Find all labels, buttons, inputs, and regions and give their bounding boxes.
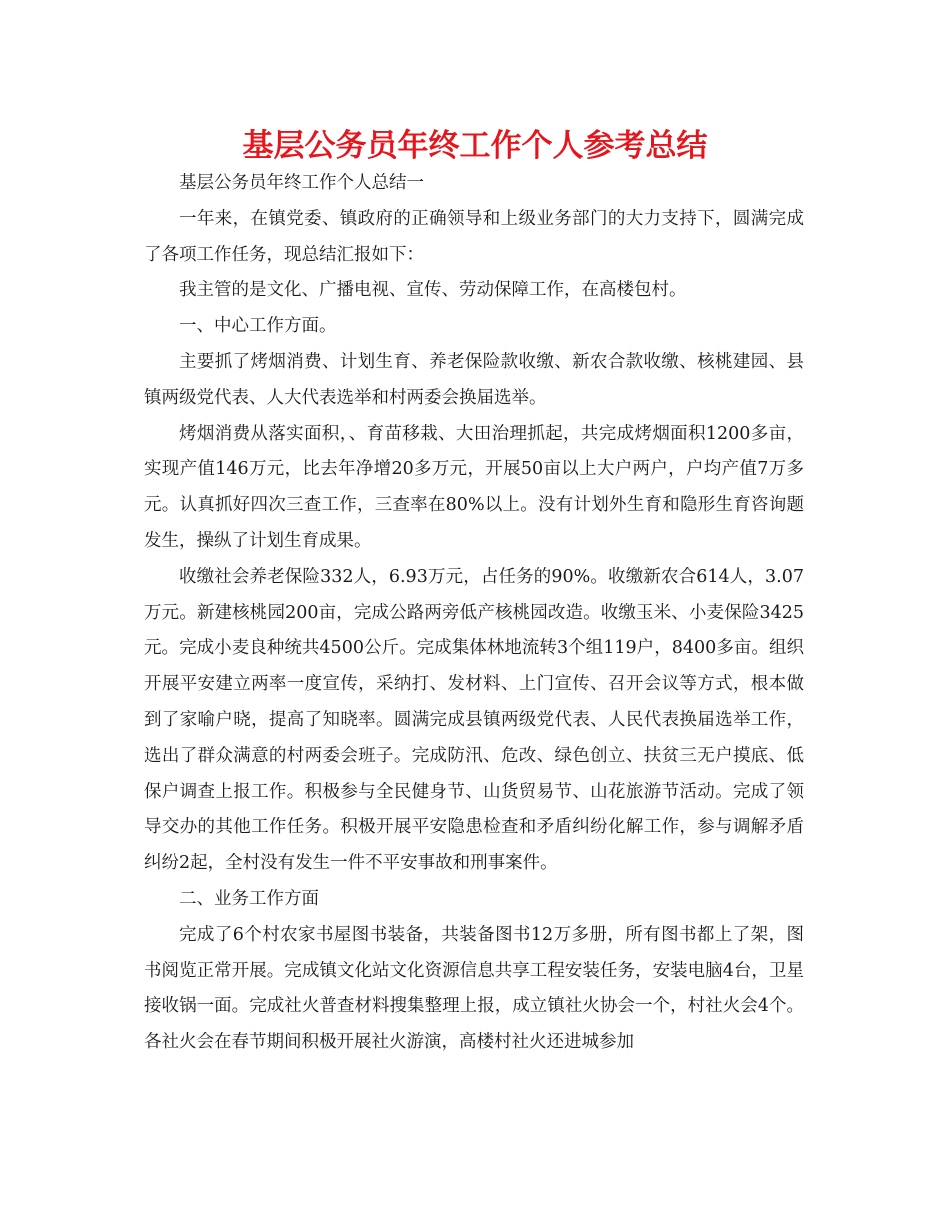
paragraph-intro: 一年来，在镇党委、镇政府的正确领导和上级业务部门的大力支持下，圆满完成了各项工作任务，现总结汇报如下： — [144, 208, 804, 265]
paragraph-tobacco-family-planning: 烤烟消费从落实面积，、育苗移栽、大田治理抓起，共完成烤烟面积1200多亩，实现产值146万元，比去年净增20多万元，开展50亩以上大户两户，户均产值7万多元。认真抓好四次三查工作，三查率在80%以上。没有计划外生育和隐形生育咨询题发生，操纵了计划生育成果。 — [144, 423, 804, 551]
paragraph-subtitle: 基层公务员年终工作个人总结一 — [179, 173, 424, 193]
section-heading-business-work: 二、业务工作方面 — [179, 888, 319, 909]
paragraph-insurance-and-tasks: 收缴社会养老保险332人，6.93万元，占任务的90%。收缴新农合614人，3.07万元。新建核桃园200亩，完成公路两旁低产核桃园改造。收缴玉米、小麦保险3425元。完成小麦良种统共4500公斤。完成集体林地流转3个组119户，8400多亩。组织开展平安建立两率一度宣传，采纳打、发材料、上门宣传、召开会议等方式，根本做到了家喻户晓，提高了知晓率。圆满完成县镇两级党代表、人民代表换届选举工作，选出了群众满意的村两委会班子。完成防汛、危改、绿色创立、扶贫三无户摸底、低保户调查上报工作。积极参与全民健身节、山货贸易节、山花旅游节活动。完成了领导交办的其他工作任务。积极开展平安隐患检查和矛盾纠纷化解工作，参与调解矛盾纠纷2起，全村没有发生一件不平安事故和刑事案件。 — [144, 566, 804, 874]
paragraph-responsibilities: 我主管的是文化、广播电视、宣传、劳动保障工作，在高楼包村。 — [179, 280, 687, 301]
section-heading-central-work: 一、中心工作方面。 — [179, 316, 337, 337]
document-body — [144, 166, 804, 1061]
paragraph-central-work-summary: 主要抓了烤烟消费、计划生育、养老保险款收缴、新农合款收缴、核桃建园、县镇两级党代表、人大代表选举和村两委会换届选举。 — [144, 351, 804, 408]
paragraph-business-work: 完成了6个村农家书屋图书装备，共装备图书12万多册，所有图书都上了架，图书阅览正常开展。完成镇文化站文化资源信息共享工程安装任务，安装电脑4台，卫星接收锅一面。完成社火普查材料搜集整理上报，成立镇社火协会一个，村社火会4个。各社火会在春节期间积极开展社火游演，高楼村社火还进城参加 — [144, 924, 804, 1053]
document-title: 基层公务员年终工作个人参考总结 — [242, 128, 708, 164]
